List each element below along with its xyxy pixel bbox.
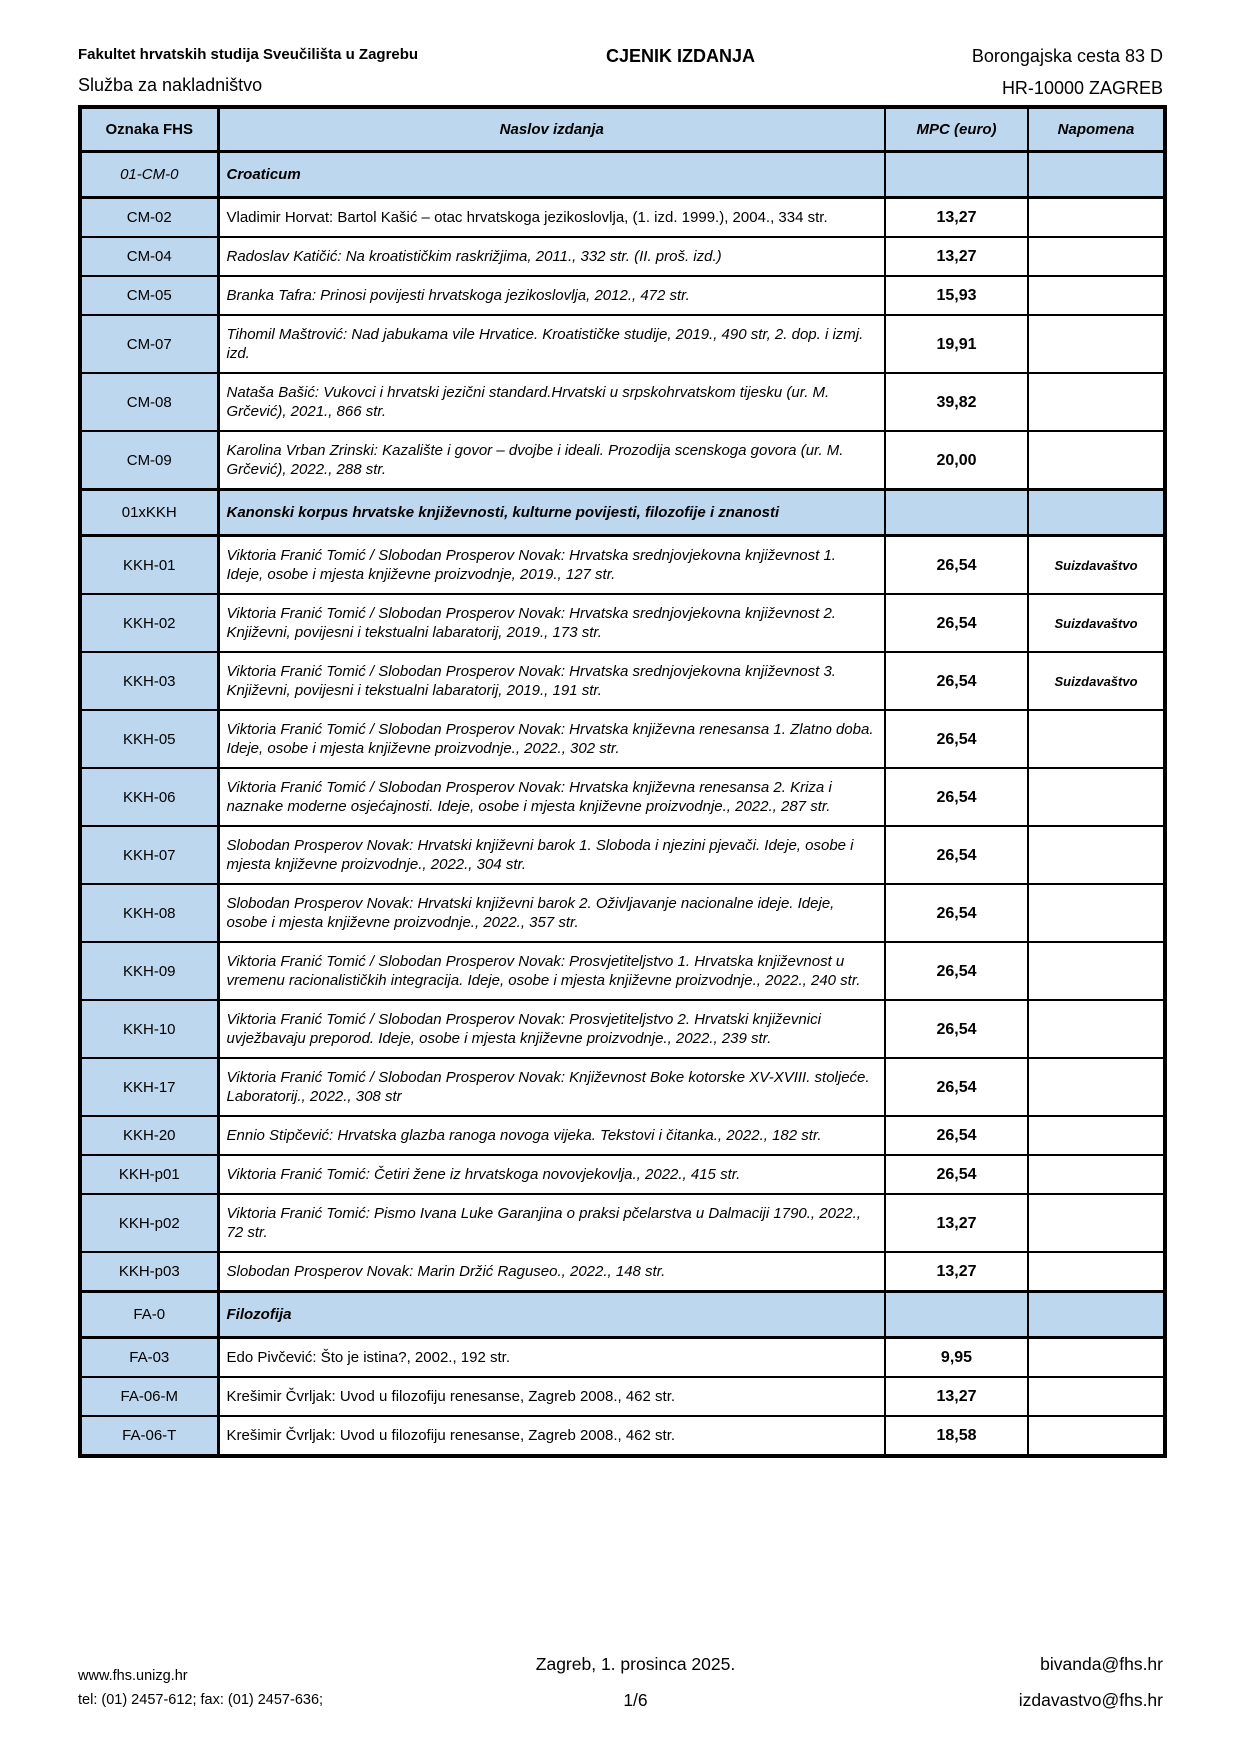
page-title: CJENIK IZDANJA: [605, 46, 756, 66]
cell-price: 19,91: [885, 315, 1028, 373]
cell-code: KKH-01: [80, 536, 218, 595]
cell-note: [1028, 942, 1165, 1000]
cell-code: FA-0: [80, 1292, 218, 1338]
cell-title: Kanonski korpus hrvatske književnosti, kulturne povijesti, filozofije i znanosti: [218, 490, 885, 536]
cell-note: [1028, 490, 1165, 536]
cell-code: KKH-10: [80, 1000, 218, 1058]
column-header-mpc: MPC (euro): [885, 107, 1028, 152]
table-row: [80, 1058, 1165, 1116]
page-header: [78, 44, 1163, 100]
cell-title: Viktoria Franić Tomić / Slobodan Prosperov Novak: Hrvatska književna renesansa 1. Zlatno doba. Ideje, osobe i mjesta književne proizvodnje., 2022., 302 str.: [218, 710, 885, 768]
cell-code: KKH-03: [80, 652, 218, 710]
table-row: [80, 594, 1165, 652]
price-table-header: [80, 107, 1165, 152]
cell-title: Krešimir Čvrljak: Uvod u filozofiju renesanse, Zagreb 2008., 462 str.: [218, 1416, 885, 1456]
cell-title: Viktoria Franić Tomić: Četiri žene iz hrvatskoga novovjekovlja., 2022., 415 str.: [218, 1155, 885, 1194]
price-table-body: [80, 152, 1165, 1457]
cell-title: Viktoria Franić Tomić / Slobodan Prosperov Novak: Hrvatska srednjovjekovna književnost 2. Književni, povijesni i tekstualni labaratorij, 2019., 173 str.: [218, 594, 885, 652]
cell-price: 26,54: [885, 884, 1028, 942]
cell-note: Suizdavaštvo: [1028, 536, 1165, 595]
cell-title: Slobodan Prosperov Novak: Hrvatski književni barok 2. Oživljavanje nacionalne ideje. Ideje, osobe i mjesta književne proizvodnje., 2022., 357 str.: [218, 884, 885, 942]
cell-title: Viktoria Franić Tomić / Slobodan Prosperov Novak: Književnost Boke kotorske XV-XVIII. stoljeće. Laboratorij., 2022., 308 str: [218, 1058, 885, 1116]
cell-price: 26,54: [885, 1000, 1028, 1058]
table-row: [80, 1377, 1165, 1416]
table-row: [80, 431, 1165, 490]
cell-code: CM-07: [80, 315, 218, 373]
cell-note: [1028, 431, 1165, 490]
cell-note: [1028, 1252, 1165, 1292]
cell-title: Viktoria Franić Tomić / Slobodan Prosperov Novak: Prosvjetiteljstvo 2. Hrvatski književnici uvježbavaju preporod. Ideje, osobe i mjesta književne proizvodnje., 2022., 239 str.: [218, 1000, 885, 1058]
cell-code: KKH-06: [80, 768, 218, 826]
cell-code: KKH-09: [80, 942, 218, 1000]
cell-note: [1028, 1194, 1165, 1252]
cell-title: Radoslav Katičić: Na kroatističkim raskrižjima, 2011., 332 str. (II. proš. izd.): [218, 237, 885, 276]
cell-note: [1028, 1416, 1165, 1456]
table-row: [80, 276, 1165, 315]
table-row: [80, 1194, 1165, 1252]
table-row: [80, 710, 1165, 768]
cell-note: [1028, 373, 1165, 431]
cell-code: KKH-02: [80, 594, 218, 652]
cell-title: Tihomil Maštrović: Nad jabukama vile Hrvatice. Kroatističke studije, 2019., 490 str, 2. dop. i izmj. izd.: [218, 315, 885, 373]
cell-note: [1028, 1338, 1165, 1378]
cell-code: KKH-17: [80, 1058, 218, 1116]
cell-note: [1028, 1377, 1165, 1416]
cell-price: 13,27: [885, 198, 1028, 238]
cell-code: KKH-07: [80, 826, 218, 884]
footer-phone: tel: (01) 2457-612; fax: (01) 2457-636;: [78, 1692, 324, 1708]
table-row: [80, 1338, 1165, 1378]
cell-note: [1028, 1155, 1165, 1194]
cell-code: CM-08: [80, 373, 218, 431]
table-row: [80, 198, 1165, 238]
cell-title: Viktoria Franić Tomić / Slobodan Prosperov Novak: Hrvatska srednjovjekovna književnost 1. Ideje, osobe i mjesta književne proizvodnje, 2019., 127 str.: [218, 536, 885, 595]
cell-note: [1028, 1058, 1165, 1116]
table-row: [80, 1252, 1165, 1292]
cell-price: 13,27: [885, 1194, 1028, 1252]
table-row: [80, 1416, 1165, 1456]
cell-price: 13,27: [885, 237, 1028, 276]
cell-note: [1028, 276, 1165, 315]
org-block: [78, 44, 498, 100]
org-dept: Služba za nakladništvo: [78, 75, 263, 95]
table-row: [80, 1292, 1165, 1338]
table-row: [80, 1116, 1165, 1155]
cell-code: FA-03: [80, 1338, 218, 1378]
cell-code: KKH-p03: [80, 1252, 218, 1292]
cell-price: 26,54: [885, 536, 1028, 595]
cell-title: Filozofija: [218, 1292, 885, 1338]
cell-price: 26,54: [885, 942, 1028, 1000]
cell-title: Karolina Vrban Zrinski: Kazalište i govor – dvojbe i ideali. Prozodija scenskoga govora (ur. M. Grčević), 2022., 288 str.: [218, 431, 885, 490]
footer-date: Zagreb, 1. prosinca 2025.: [535, 1654, 736, 1674]
cell-title: Ennio Stipčević: Hrvatska glazba ranoga novoga vijeka. Tekstovi i čitanka., 2022., 182 str.: [218, 1116, 885, 1155]
cell-price: 9,95: [885, 1338, 1028, 1378]
cell-title: Nataša Bašić: Vukovci i hrvatski jezični standard.Hrvatski u srpskohrvatskom tijesku (ur. M. Grčević), 2021., 866 str.: [218, 373, 885, 431]
footer-website: www.fhs.unizg.hr: [78, 1668, 188, 1684]
column-header-oznaka: Oznaka FHS: [80, 107, 218, 152]
cell-code: CM-05: [80, 276, 218, 315]
cell-price: 39,82: [885, 373, 1028, 431]
column-header-naslov: Naslov izdanja: [218, 107, 885, 152]
footer-email-1: bivanda@fhs.hr: [1040, 1654, 1163, 1674]
cell-price: [885, 1292, 1028, 1338]
footer-email-2: izdavastvo@fhs.hr: [1018, 1690, 1163, 1710]
price-table: [78, 105, 1167, 1458]
table-row: [80, 536, 1165, 595]
cell-note: Suizdavaštvo: [1028, 594, 1165, 652]
price-table-container: [78, 105, 1167, 1458]
cell-code: KKH-05: [80, 710, 218, 768]
cell-price: 26,54: [885, 652, 1028, 710]
address-line-1: Borongajska cesta 83 D: [971, 46, 1163, 66]
cell-price: 20,00: [885, 431, 1028, 490]
table-row: [80, 237, 1165, 276]
footer-email-block: [863, 1652, 1163, 1712]
cell-title: Edo Pivčević: Što je istina?, 2002., 192 str.: [218, 1338, 885, 1378]
cell-code: CM-02: [80, 198, 218, 238]
cell-price: 26,54: [885, 768, 1028, 826]
cell-price: 26,54: [885, 594, 1028, 652]
table-row: [80, 373, 1165, 431]
cell-code: KKH-08: [80, 884, 218, 942]
cell-code: 01-CM-0: [80, 152, 218, 198]
table-row: [80, 152, 1165, 198]
cell-title: Slobodan Prosperov Novak: Hrvatski književni barok 1. Sloboda i njezini pjevači. Ideje, osobe i mjesta književne proizvodnje., 2022., 304 str.: [218, 826, 885, 884]
table-row: [80, 884, 1165, 942]
cell-code: KKH-20: [80, 1116, 218, 1155]
cell-price: 26,54: [885, 1116, 1028, 1155]
address-line-2: HR-10000 ZAGREB: [1001, 78, 1163, 98]
cell-note: [1028, 1116, 1165, 1155]
cell-title: Viktoria Franić Tomić / Slobodan Prosperov Novak: Hrvatska književna renesansa 2. Kriza i naznake moderne osjećajnosti. Ideje, osobe i mjesta književne proizvodnje., 2022., 287 str.: [218, 768, 885, 826]
cell-code: KKH-p02: [80, 1194, 218, 1252]
cell-code: 01xKKH: [80, 490, 218, 536]
cell-price: 26,54: [885, 1155, 1028, 1194]
footer-contact-block: [78, 1664, 408, 1712]
cell-note: [1028, 152, 1165, 198]
table-row: [80, 1000, 1165, 1058]
cell-code: FA-06-T: [80, 1416, 218, 1456]
table-row: [80, 942, 1165, 1000]
cell-code: KKH-p01: [80, 1155, 218, 1194]
cell-note: [1028, 315, 1165, 373]
cell-price: 13,27: [885, 1252, 1028, 1292]
cell-price: 26,54: [885, 1058, 1028, 1116]
cell-note: [1028, 710, 1165, 768]
cell-note: [1028, 884, 1165, 942]
org-name: Fakultet hrvatskih studija Sveučilišta u Zagrebu: [78, 46, 419, 63]
cell-note: [1028, 237, 1165, 276]
cell-title: Branka Tafra: Prinosi povijesti hrvatskoga jezikoslovlja, 2012., 472 str.: [218, 276, 885, 315]
cell-price: 18,58: [885, 1416, 1028, 1456]
cell-price: 26,54: [885, 710, 1028, 768]
address-block: [863, 44, 1163, 100]
footer-center-block: [408, 1652, 863, 1712]
cell-price: 15,93: [885, 276, 1028, 315]
cell-price: 13,27: [885, 1377, 1028, 1416]
table-row: [80, 1155, 1165, 1194]
cell-note: Suizdavaštvo: [1028, 652, 1165, 710]
cell-code: CM-09: [80, 431, 218, 490]
cell-note: [1028, 768, 1165, 826]
cell-code: CM-04: [80, 237, 218, 276]
cell-price: 26,54: [885, 826, 1028, 884]
table-row: [80, 826, 1165, 884]
cell-title: Krešimir Čvrljak: Uvod u filozofiju renesanse, Zagreb 2008., 462 str.: [218, 1377, 885, 1416]
page-footer: [78, 1652, 1163, 1712]
cell-note: [1028, 1000, 1165, 1058]
footer-page-number: 1/6: [623, 1690, 648, 1710]
cell-note: [1028, 198, 1165, 238]
cell-price: [885, 490, 1028, 536]
cell-title: Viktoria Franić Tomić: Pismo Ivana Luke Garanjina o praksi pčelarstva u Dalmaciji 1790., 2022., 72 str.: [218, 1194, 885, 1252]
table-row: [80, 315, 1165, 373]
column-header-napomena: Napomena: [1028, 107, 1165, 152]
cell-title: Viktoria Franić Tomić / Slobodan Prosperov Novak: Hrvatska srednjovjekovna književnost 3. Književni, povijesni i tekstualni labaratorij, 2019., 191 str.: [218, 652, 885, 710]
table-row: [80, 768, 1165, 826]
table-row: [80, 490, 1165, 536]
cell-title: Vladimir Horvat: Bartol Kašić – otac hrvatskoga jezikoslovlja, (1. izd. 1999.), 2004., 334 str.: [218, 198, 885, 238]
cell-code: FA-06-M: [80, 1377, 218, 1416]
table-row: [80, 652, 1165, 710]
cell-note: [1028, 1292, 1165, 1338]
cell-title: Viktoria Franić Tomić / Slobodan Prosperov Novak: Prosvjetiteljstvo 1. Hrvatska književnost u vremenu racionalističkih integracija. Ideje, osobe i mjesta književne proizvodnje., 2022., 240 str.: [218, 942, 885, 1000]
header-row: [80, 107, 1165, 152]
cell-title: Croaticum: [218, 152, 885, 198]
cell-title: Slobodan Prosperov Novak: Marin Držić Raguseo., 2022., 148 str.: [218, 1252, 885, 1292]
cell-note: [1028, 826, 1165, 884]
cell-price: [885, 152, 1028, 198]
